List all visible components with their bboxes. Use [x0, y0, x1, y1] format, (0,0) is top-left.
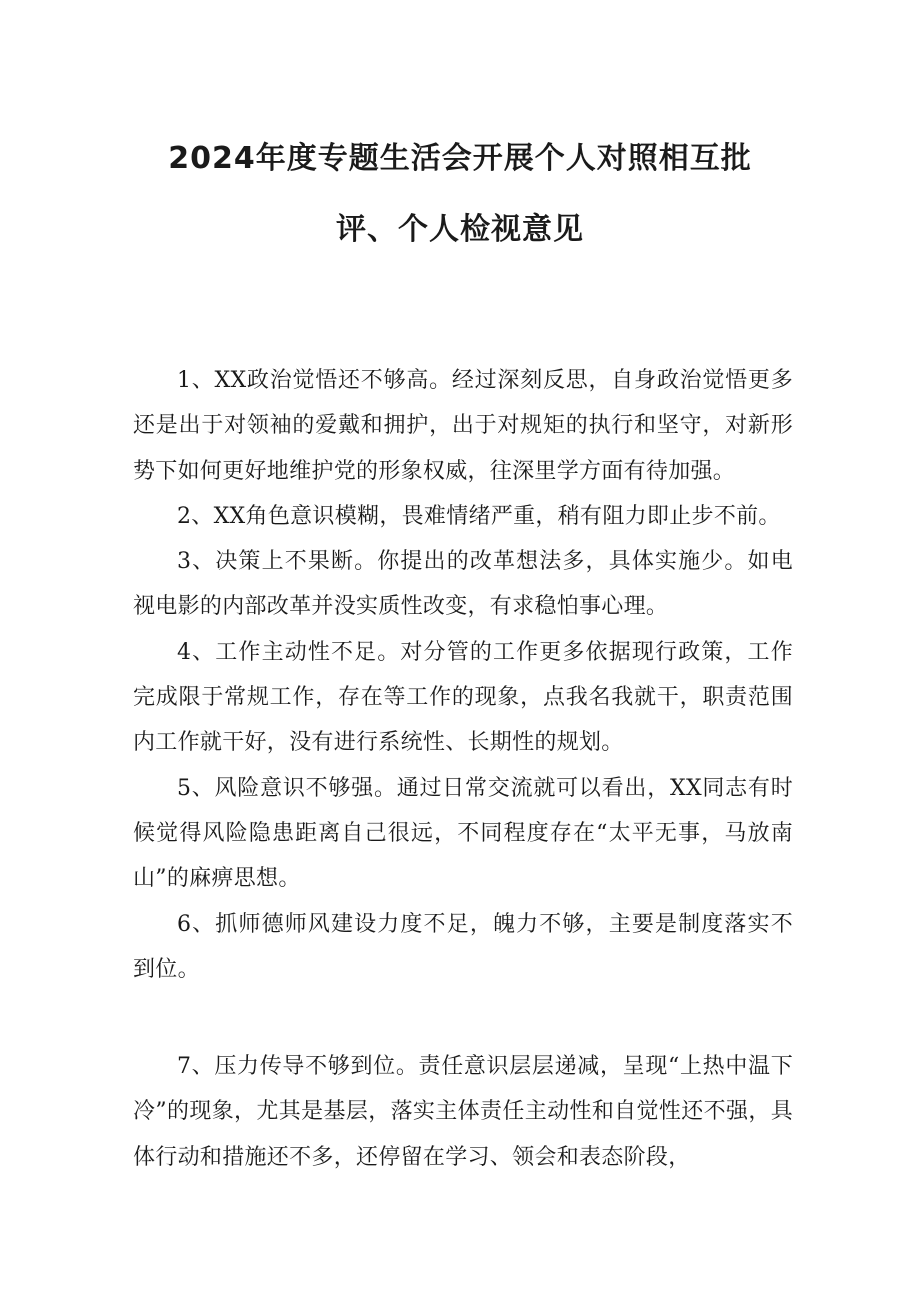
paragraph-7: 7、压力传导不够到位。责任意识层层递减，呈现“上热中温下冷”的现象，尤其是基层，落实主体责任主动性和自觉性还不强，具体行动和措施还不多，还停留在学习、领会和表态阶段， [133, 1054, 793, 1170]
document-title-line-2: 评、个人检视意见 [336, 212, 584, 247]
paragraph-1: 1、XX政治觉悟还不够高。经过深刻反思，自身政治觉悟更多还是出于对领袖的爱戴和拥护，出于对规矩的执行和坚守，对新形势下如何更好地维护党的形象权威，往深里学方面有待加强。 [133, 368, 793, 484]
paragraph-4: 4、工作主动性不足。对分管的工作更多依据现行政策，工作完成限于常规工作，存在等工作的现象，点我名我就干，职责范围内工作就干好，没有进行系统性、长期性的规划。 [133, 639, 793, 756]
paragraph-3: 3、决策上不果断。你提出的改革想法多，具体实施少。如电视电影的内部改革并没实质性改变，有求稳怕事心理。 [133, 549, 793, 620]
paragraph-6: 6、抓师德师风建设力度不足，魄力不够，主要是制度落实不到位。 [133, 911, 793, 982]
document-body-continued [133, 1044, 793, 1180]
paragraph-2: 2、XX角色意识模糊，畏难情绪严重，稍有阻力即止步不前。 [177, 503, 781, 529]
paragraph-5: 5、风险意识不够强。通过日常交流就可以看出，XX同志有时候觉得风险隐患距离自己很远，不同程度存在“太平无事，马放南山”的麻痹思想。 [133, 775, 793, 892]
document-title-line-1: 2024年度专题生活会开展个人对照相互批 [168, 141, 752, 176]
document-body [133, 358, 793, 992]
